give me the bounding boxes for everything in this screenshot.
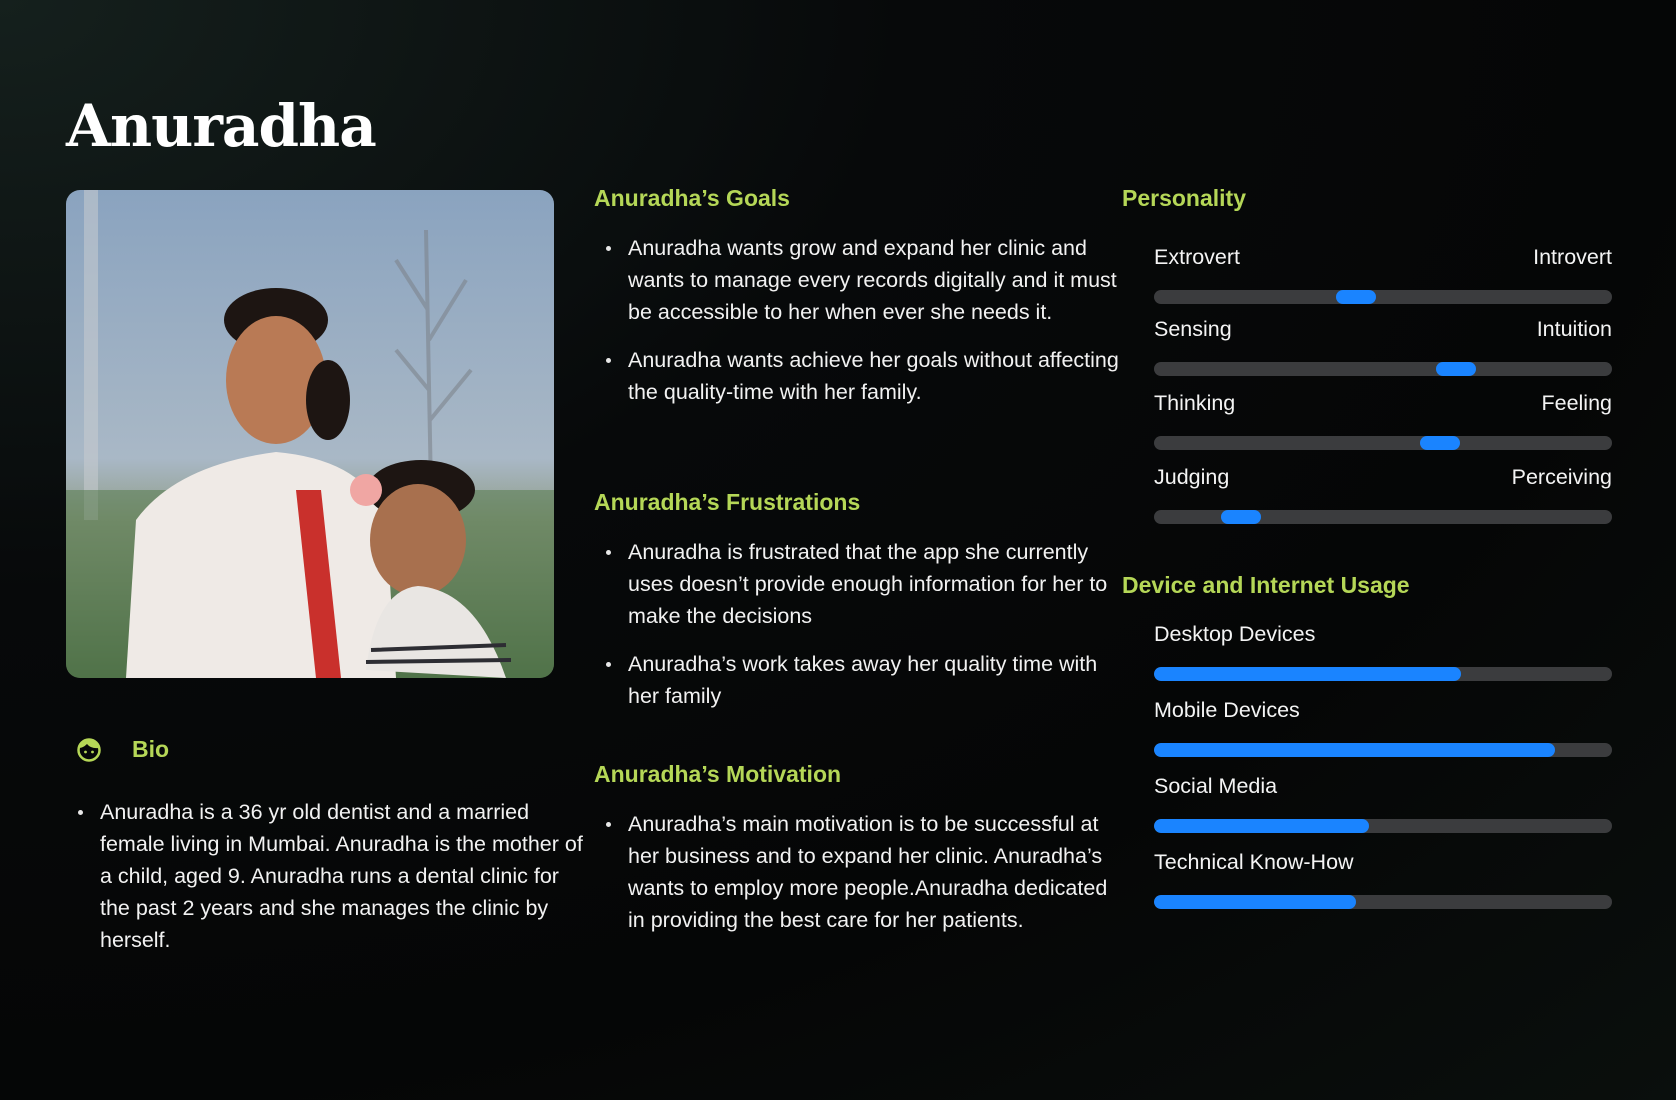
trait-slider-track <box>1154 510 1612 524</box>
trait-sensing-intuition <box>1154 317 1612 376</box>
usage-bar-track <box>1154 819 1612 833</box>
persona-photo <box>66 190 554 678</box>
motivation-list <box>594 808 1124 952</box>
usage-mobile <box>1154 698 1612 757</box>
usage-label: Mobile Devices <box>1154 698 1300 722</box>
goal-item: Anuradha wants achieve her goals without affecting the quality-time with her family. <box>628 344 1124 408</box>
frustrations-title: Anuradha’s Frustrations <box>594 489 861 515</box>
trait-slider-knob <box>1436 362 1476 376</box>
child-face-icon <box>76 736 102 762</box>
trait-left-label: Judging <box>1154 465 1230 489</box>
trait-slider-knob <box>1336 290 1376 304</box>
trait-judging-perceiving <box>1154 465 1612 524</box>
usage-label: Technical Know-How <box>1154 850 1354 874</box>
trait-slider-track <box>1154 290 1612 304</box>
personality-title: Personality <box>1122 185 1246 211</box>
bio-list <box>66 796 590 972</box>
motivation-title: Anuradha’s Motivation <box>594 761 842 787</box>
bio-label: Bio <box>132 735 170 762</box>
trait-right-label: Intuition <box>1536 317 1612 341</box>
trait-thinking-feeling <box>1154 391 1612 450</box>
goals-list <box>594 232 1124 424</box>
usage-bar-fill <box>1154 667 1461 681</box>
trait-left-label: Extrovert <box>1154 245 1241 269</box>
trait-left-label: Thinking <box>1154 391 1236 415</box>
frustration-item: Anuradha’s work takes away her quality time with her family <box>628 648 1124 712</box>
trait-left-label: Sensing <box>1154 317 1232 341</box>
usage-title: Device and Internet Usage <box>1122 572 1410 598</box>
bio-item: Anuradha is a 36 yr old dentist and a married female living in Mumbai. Anuradha is the mother of a child, aged 9. Anuradha runs a dental clinic for the past 2 years and she manages the clinic by herself. <box>100 796 590 956</box>
trait-slider-knob <box>1221 510 1261 524</box>
usage-bar-fill <box>1154 895 1356 909</box>
usage-label: Desktop Devices <box>1154 622 1316 646</box>
usage-bar-fill <box>1154 743 1555 757</box>
usage-bar-track <box>1154 667 1612 681</box>
trait-slider-track <box>1154 362 1612 376</box>
usage-technical-know-how <box>1154 850 1612 909</box>
bio-header <box>76 733 169 765</box>
frustrations-list <box>594 536 1124 728</box>
usage-bar-fill <box>1154 819 1369 833</box>
goal-item: Anuradha wants grow and expand her clinic and wants to manage every records digitally and it must be accessible to her when ever she needs it. <box>628 232 1124 328</box>
trait-slider-track <box>1154 436 1612 450</box>
usage-bar-track <box>1154 895 1612 909</box>
goals-title: Anuradha’s Goals <box>594 185 790 211</box>
frustration-item: Anuradha is frustrated that the app she currently uses doesn’t provide enough information for her to make the decisions <box>628 536 1124 632</box>
trait-right-label: Feeling <box>1541 391 1612 415</box>
usage-social-media <box>1154 774 1612 833</box>
trait-right-label: Perceiving <box>1511 465 1612 489</box>
trait-extrovert-introvert <box>1154 245 1612 304</box>
trait-right-label: Introvert <box>1533 245 1612 269</box>
trait-slider-knob <box>1420 436 1460 450</box>
usage-bar-track <box>1154 743 1612 757</box>
usage-desktop <box>1154 622 1612 681</box>
usage-label: Social Media <box>1154 774 1278 798</box>
motivation-item: Anuradha’s main motivation is to be successful at her business and to expand her clinic. Anuradha’s wants to employ more people.Anuradha dedicated in providing the best care for her patients. <box>628 808 1124 936</box>
persona-name: Anuradha <box>66 92 376 160</box>
